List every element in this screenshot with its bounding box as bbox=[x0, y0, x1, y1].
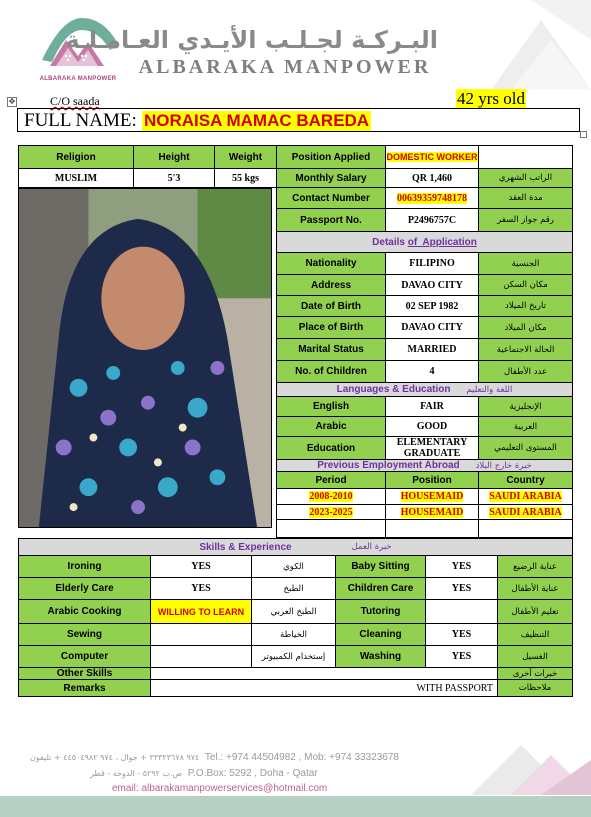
skill-tutoring-label: Tutoring bbox=[335, 599, 426, 624]
skill-ironing-label: Ironing bbox=[18, 555, 151, 578]
previous-employment-heading: Previous Employment Abroad خبرة خارج البلاد bbox=[276, 459, 573, 472]
country-header: Country bbox=[478, 471, 573, 489]
table-move-handle-icon[interactable]: ✥ bbox=[8, 97, 16, 106]
education-arabic: المستوى التعليمي bbox=[478, 436, 573, 460]
employment-empty-cell bbox=[276, 519, 386, 538]
skill-arabic-cooking-arabic: الطبخ العربي bbox=[251, 599, 336, 624]
footer-email[interactable]: email: albarakamanpowerservices@hotmail.com bbox=[112, 783, 328, 794]
passport-number-arabic: رقم جواز السفر bbox=[478, 208, 573, 232]
skill-baby-sitting-label: Baby Sitting bbox=[335, 555, 426, 578]
other-skills-label: Other Skills bbox=[18, 667, 151, 680]
position-applied-value: DOMESTIC WORKER bbox=[385, 145, 479, 169]
height-value: 5'3 bbox=[133, 168, 215, 188]
remarks-label: Remarks bbox=[18, 679, 151, 697]
skill-arabic-cooking-value: WILLING TO LEARN bbox=[150, 599, 252, 624]
position-applied-extra bbox=[478, 145, 573, 169]
footer-stripe bbox=[0, 796, 591, 817]
passport-number-value: P2496757C bbox=[385, 208, 479, 232]
skill-washing-arabic: الغسيل bbox=[497, 645, 573, 668]
weight-value: 55 kgs bbox=[214, 168, 277, 188]
skill-cleaning-label: Cleaning bbox=[335, 623, 426, 646]
company-name-english: ALBARAKA MANPOWER bbox=[138, 56, 432, 78]
weight-label: Weight bbox=[214, 145, 277, 169]
logo-caption: ALBARAKA MANPOWER bbox=[39, 76, 117, 82]
skill-elderly-care-label: Elderly Care bbox=[18, 577, 151, 600]
employment-empty-cell bbox=[385, 519, 479, 538]
date-of-birth-value: 02 SEP 1982 bbox=[385, 295, 479, 317]
employment-position: HOUSEMAID bbox=[385, 488, 479, 505]
languages-education-heading: Languages & Education اللغة والتعليم bbox=[276, 382, 573, 397]
full-name-row bbox=[17, 108, 580, 132]
arabic-label: Arabic bbox=[276, 416, 386, 437]
other-skills-arabic: خبرات أخرى bbox=[497, 667, 573, 680]
monthly-salary-label: Monthly Salary bbox=[276, 168, 386, 188]
date-of-birth-label: Date of Birth bbox=[276, 295, 386, 317]
skill-children-care-arabic: عناية الأطفال bbox=[497, 577, 573, 600]
english-arabic: الإنجليزية bbox=[478, 396, 573, 417]
employment-period: 2023-2025 bbox=[276, 504, 386, 520]
details-of-application-heading: Details of Application bbox=[276, 231, 573, 253]
skill-elderly-care-value: YES bbox=[150, 577, 252, 600]
address-arabic: مكان السكن bbox=[478, 274, 573, 296]
children-label: No. of Children bbox=[276, 360, 386, 383]
skill-cleaning-arabic: التنظيف bbox=[497, 623, 573, 646]
company-name-arabic: البـركـة لجـلـب الأيـدي العـامـلـة bbox=[65, 26, 438, 54]
employment-country: SAUDI ARABIA bbox=[478, 488, 573, 505]
skill-sewing-arabic: الخياطة bbox=[251, 623, 336, 646]
skill-tutoring-value bbox=[425, 599, 498, 624]
english-label: English bbox=[276, 396, 386, 417]
place-of-birth-value: DAVAO CITY bbox=[385, 316, 479, 339]
monthly-salary-value: QR 1,460 bbox=[385, 168, 479, 188]
nationality-value: FILIPINO bbox=[385, 252, 479, 275]
skill-computer-value bbox=[150, 645, 252, 668]
remarks-arabic: ملاحظات bbox=[497, 679, 573, 697]
employment-position: HOUSEMAID bbox=[385, 504, 479, 520]
applicant-photo bbox=[18, 188, 272, 528]
skill-children-care-value: YES bbox=[425, 577, 498, 600]
skill-tutoring-arabic: تعليم الأطفال bbox=[497, 599, 573, 624]
skills-experience-heading: Skills & Experience خبرة العمل bbox=[18, 538, 573, 556]
contact-number-arabic: مدة العقد bbox=[478, 187, 573, 209]
full-name-label: FULL NAME: bbox=[24, 110, 137, 131]
skill-arabic-cooking-label: Arabic Cooking bbox=[18, 599, 151, 624]
height-label: Height bbox=[133, 145, 215, 169]
header-corner-decoration bbox=[471, 0, 591, 90]
skill-sewing-value bbox=[150, 623, 252, 646]
skill-ironing-value: YES bbox=[150, 555, 252, 578]
position-applied-label: Position Applied bbox=[276, 145, 386, 169]
religion-label: Religion bbox=[18, 145, 134, 169]
skill-children-care-label: Children Care bbox=[335, 577, 426, 600]
address-value: DAVAO CITY bbox=[385, 274, 479, 296]
children-arabic: عدد الأطفال bbox=[478, 360, 573, 383]
english-value: FAIR bbox=[385, 396, 479, 417]
age-value: 42 yrs old bbox=[457, 89, 525, 108]
education-value: ELEMENTARY GRADUATE bbox=[385, 436, 479, 460]
footer-phone-line: ٩٧٤ ٣٣٣٢٣٦٧٨ + جوال ، ٩٧٤ ٤٤٥٠٤٩٨٢ + تليفون Tel.: +974 44504982 , Mob: +974 33323678 bbox=[30, 752, 399, 763]
marital-status-value: MARRIED bbox=[385, 338, 479, 361]
period-header: Period bbox=[276, 471, 386, 489]
monthly-salary-arabic: الراتب الشهري bbox=[478, 168, 573, 188]
remarks-value: WITH PASSPORT bbox=[150, 679, 498, 697]
contact-number-label: Contact Number bbox=[276, 187, 386, 209]
passport-number-label: Passport No. bbox=[276, 208, 386, 232]
place-of-birth-label: Place of Birth bbox=[276, 316, 386, 339]
skill-baby-sitting-value: YES bbox=[425, 555, 498, 578]
skill-baby-sitting-arabic: عناية الرضيع bbox=[497, 555, 573, 578]
table-resize-handle[interactable] bbox=[580, 131, 587, 138]
contact-number-value: 00639359748178 bbox=[385, 187, 479, 209]
date-of-birth-arabic: تاريخ الميلاد bbox=[478, 295, 573, 317]
employment-empty-cell bbox=[478, 519, 573, 538]
religion-value: MUSLIM bbox=[18, 168, 134, 188]
skill-cleaning-value: YES bbox=[425, 623, 498, 646]
care-of-label: C/O saada bbox=[50, 94, 100, 108]
skill-computer-label: Computer bbox=[18, 645, 151, 668]
full-name-value: NORAISA MAMAC BAREDA bbox=[144, 111, 370, 130]
children-value: 4 bbox=[385, 360, 479, 383]
education-label: Education bbox=[276, 436, 386, 460]
skill-elderly-care-arabic: الطبخ bbox=[251, 577, 336, 600]
skill-washing-value: YES bbox=[425, 645, 498, 668]
address-label: Address bbox=[276, 274, 386, 296]
nationality-label: Nationality bbox=[276, 252, 386, 275]
skill-washing-label: Washing bbox=[335, 645, 426, 668]
skill-ironing-arabic: الكوي bbox=[251, 555, 336, 578]
marital-status-arabic: الحالة الاجتماعية bbox=[478, 338, 573, 361]
employment-period: 2008-2010 bbox=[276, 488, 386, 505]
position-header: Position bbox=[385, 471, 479, 489]
nationality-arabic: الجنسية bbox=[478, 252, 573, 275]
arabic-value: GOOD bbox=[385, 416, 479, 437]
footer-decoration bbox=[461, 740, 591, 795]
arabic-language-arabic: العربية bbox=[478, 416, 573, 437]
place-of-birth-arabic: مكان الميلاد bbox=[478, 316, 573, 339]
marital-status-label: Marital Status bbox=[276, 338, 386, 361]
footer-address-line: ص.ب ٥٢٩٢ - الدوحة - قطر P.O.Box: 5292 , Doha - Qatar bbox=[90, 768, 318, 779]
employment-country: SAUDI ARABIA bbox=[478, 504, 573, 520]
skill-computer-arabic: إستخدام الكمبيوتر bbox=[251, 645, 336, 668]
skill-sewing-label: Sewing bbox=[18, 623, 151, 646]
